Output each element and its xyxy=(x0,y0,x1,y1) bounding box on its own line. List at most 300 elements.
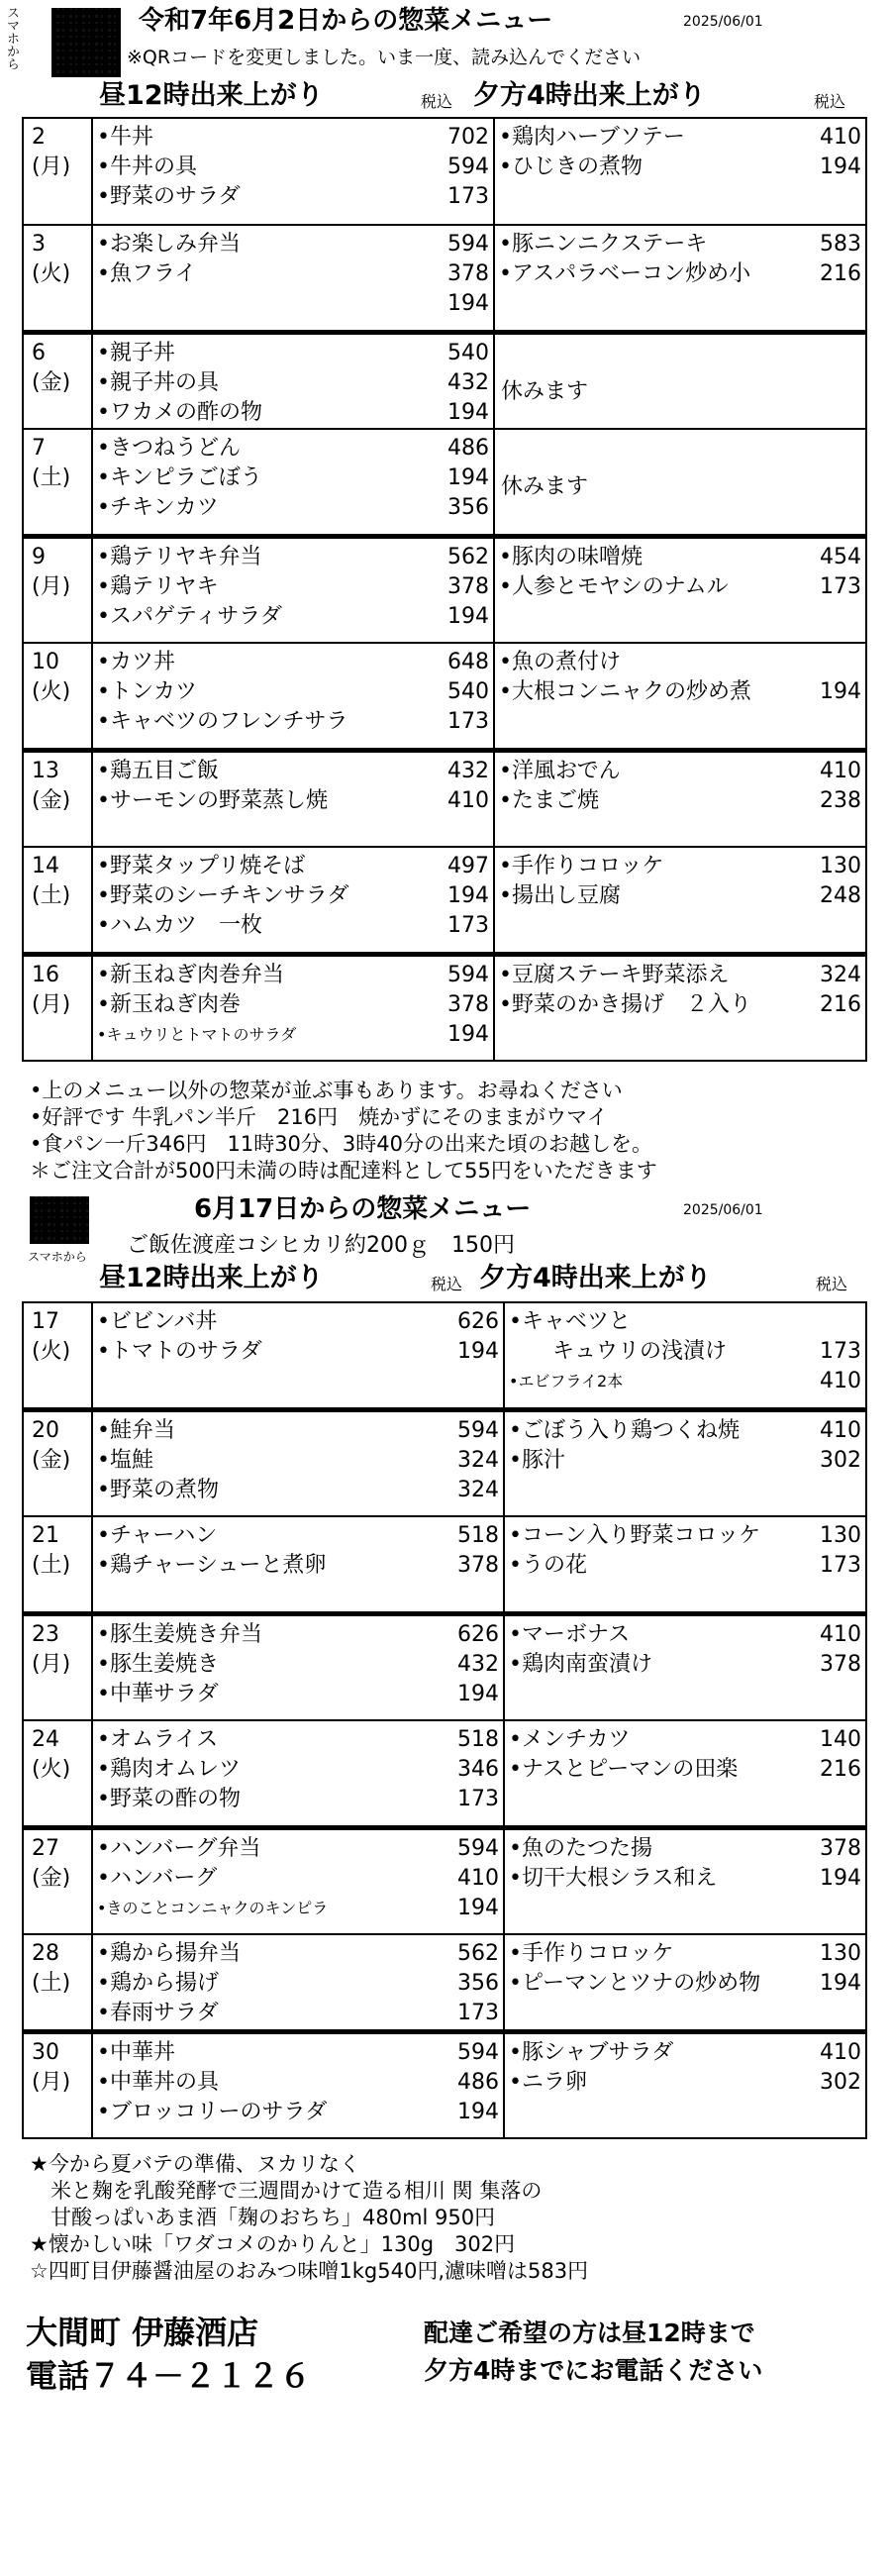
menu-item xyxy=(499,230,861,259)
day-row xyxy=(23,847,866,954)
item-name: •ハンバーグ xyxy=(97,1865,218,1891)
menu-item xyxy=(97,1864,499,1894)
item-price: 378 xyxy=(820,1835,861,1861)
dinner-cell xyxy=(494,429,866,536)
day-number: 7 xyxy=(32,436,46,461)
item-price: 194 xyxy=(820,155,861,179)
day-cell xyxy=(23,954,92,1061)
day-row xyxy=(23,429,866,536)
menu-item xyxy=(97,2068,499,2098)
day-cell xyxy=(23,1720,92,1827)
item-name: •新玉ねぎ肉巻弁当 xyxy=(97,962,284,987)
item-name: •鶏から揚げ xyxy=(97,1971,219,1996)
menu-item xyxy=(97,1337,499,1367)
menu-item xyxy=(97,1894,499,1923)
menu-item xyxy=(97,572,489,602)
day-row xyxy=(23,1720,866,1827)
menu-item xyxy=(97,2098,499,2127)
menu-item xyxy=(97,153,489,182)
item-price xyxy=(857,1307,861,1337)
item-name: •鶏から揚弁当 xyxy=(97,1941,241,1966)
page-title: 令和7年6月2日からの惣菜メニュー xyxy=(139,6,553,36)
item-price: 140 xyxy=(820,1727,861,1752)
item-price: 194 xyxy=(820,1865,861,1891)
dinner-cell xyxy=(504,2031,866,2138)
item-price: 702 xyxy=(447,125,489,150)
item-name: •キンピラごぼう xyxy=(97,465,262,490)
item-name: •塩鮭 xyxy=(97,1447,153,1473)
day-row xyxy=(23,1302,866,1409)
item-name: •チキンカツ xyxy=(97,495,219,520)
menu-item xyxy=(97,493,489,523)
day-cell xyxy=(23,1409,92,1516)
menu-item xyxy=(97,1834,499,1864)
footer-note: •上のメニュー以外の惣菜が並ぶ事もあります。お尋ねください xyxy=(30,1079,623,1102)
menu-item xyxy=(499,990,861,1020)
rice-note: ご飯佐渡産コシヒカリ約200ｇ 150円 xyxy=(127,1233,515,1258)
lunch-cell xyxy=(92,1613,504,1720)
day-number: 3 xyxy=(32,232,46,257)
day-of-week: (金) xyxy=(32,1447,71,1473)
menu-item xyxy=(509,1446,861,1476)
day-number: 23 xyxy=(32,1621,59,1647)
item-price: 356 xyxy=(447,495,489,520)
menu-item xyxy=(97,1416,499,1446)
menu-item xyxy=(97,1476,499,1505)
item-price: 410 xyxy=(447,787,489,813)
day-cell xyxy=(23,118,92,225)
item-price: 562 xyxy=(447,544,489,569)
item-name: •ブロッコリーのサラダ xyxy=(97,2099,328,2124)
day-cell xyxy=(23,847,92,954)
item-price: 194 xyxy=(447,465,489,490)
item-price: 194 xyxy=(457,1681,499,1706)
delivery-note: 夕方4時までにお電話ください xyxy=(424,2356,763,2385)
item-name: •ビビンバ丼 xyxy=(97,1309,218,1334)
item-price: 194 xyxy=(457,1895,499,1920)
day-row xyxy=(23,1409,866,1516)
item-price: 173 xyxy=(457,2001,499,2025)
item-name: •鶏テリヤキ弁当 xyxy=(97,544,262,569)
lunch-cell xyxy=(92,118,494,225)
item-name: •野菜のサラダ xyxy=(97,184,241,209)
item-name: •魚フライ xyxy=(97,261,197,286)
item-name: •豆腐ステーキ野菜添え xyxy=(499,962,730,987)
item-price: 216 xyxy=(820,261,861,286)
menu-item xyxy=(97,182,489,212)
menu-item xyxy=(97,602,489,632)
item-name: •手作りコロッケ xyxy=(509,1941,674,1966)
lunch-cell xyxy=(92,1409,504,1516)
menu-item xyxy=(97,434,489,464)
lunch-cell xyxy=(92,2031,504,2138)
day-cell xyxy=(23,2031,92,2138)
day-of-week: (土) xyxy=(32,883,71,908)
day-number: 2 xyxy=(32,125,46,150)
menu-item xyxy=(499,677,861,707)
item-name: •豚生姜焼き弁当 xyxy=(97,1621,262,1647)
lunch-cell xyxy=(92,1827,504,1934)
item-price: 486 xyxy=(457,2069,499,2095)
shop-name: 大間町 伊藤酒店 xyxy=(26,2314,259,2351)
day-row xyxy=(23,1613,866,1720)
item-name: •キャベツのフレンチサラ xyxy=(97,709,348,734)
item-name: •カツ丼 xyxy=(97,650,175,674)
item-price: 173 xyxy=(820,1553,861,1578)
item-name: •豚生姜焼き xyxy=(97,1651,219,1677)
menu-item xyxy=(499,153,861,182)
menu-item xyxy=(97,1755,499,1785)
item-price: 540 xyxy=(447,679,489,704)
item-name: •豚ニンニクステーキ xyxy=(499,232,708,257)
item-price: 194 xyxy=(447,399,489,425)
menu-item xyxy=(499,259,861,289)
item-name: •アスパラベーコン炒め小 xyxy=(499,261,751,286)
day-number: 24 xyxy=(32,1727,59,1752)
item-price: 238 xyxy=(820,787,861,813)
item-price: 432 xyxy=(457,1651,499,1677)
footer-note: 米と麹を乳酸発酵で三週間かけて造る相川 関 集落の xyxy=(30,2179,543,2203)
menu-item xyxy=(97,543,489,572)
item-price: 378 xyxy=(457,1553,499,1578)
issue-date: 2025/06/01 xyxy=(683,14,763,30)
menu-item xyxy=(97,1680,499,1709)
dinner-cell xyxy=(504,1516,866,1613)
day-number: 17 xyxy=(32,1309,59,1334)
menu-item xyxy=(499,757,861,786)
menu-item xyxy=(97,1020,489,1050)
menu-item xyxy=(509,1416,861,1446)
menu-item xyxy=(97,1446,499,1476)
day-row xyxy=(23,332,866,429)
item-price: 302 xyxy=(820,2069,861,2095)
day-of-week: (火) xyxy=(32,1339,71,1364)
menu-item xyxy=(97,757,489,786)
day-row xyxy=(23,118,866,225)
item-name: •野菜の酢の物 xyxy=(97,1787,241,1811)
day-number: 9 xyxy=(32,544,46,569)
menu-item xyxy=(509,1551,861,1581)
item-name: •お楽しみ弁当 xyxy=(97,232,241,257)
item-name: •新玉ねぎ肉巻 xyxy=(97,991,241,1017)
lunch-cell xyxy=(92,1720,504,1827)
item-name: •中華丼の具 xyxy=(97,2069,219,2095)
menu-item xyxy=(97,1999,499,2028)
lunch-cell xyxy=(92,536,494,643)
item-name: •サーモンの野菜蒸し焼 xyxy=(97,787,328,813)
qr-code xyxy=(30,1196,89,1244)
item-name: •揚出し豆腐 xyxy=(499,883,621,908)
item-name: •野菜のシーチキンサラダ xyxy=(97,883,349,908)
item-name: •コーン入り野菜コロッケ xyxy=(509,1523,761,1548)
day-of-week: (火) xyxy=(32,679,71,704)
menu-item xyxy=(97,123,489,153)
menu-item xyxy=(97,289,489,319)
lunch-cell xyxy=(92,954,494,1061)
menu-item xyxy=(97,1939,499,1969)
item-name: •スパゲティサラダ xyxy=(97,603,282,629)
item-name: キュウリの浅漬け xyxy=(509,1339,728,1364)
item-name: •豚肉の味噌焼 xyxy=(499,544,643,569)
item-price: 432 xyxy=(447,758,489,783)
dinner-cell xyxy=(504,1409,866,1516)
day-cell xyxy=(23,1613,92,1720)
item-name: •トンカツ xyxy=(97,679,197,704)
menu-item xyxy=(509,2038,861,2068)
menu-item xyxy=(97,911,489,941)
item-name: •きのことコンニャクのキンピラ xyxy=(97,1898,329,1917)
item-name: •鶏肉南蛮漬け xyxy=(509,1651,652,1677)
menu-item xyxy=(509,1521,861,1551)
item-price: 410 xyxy=(820,125,861,150)
item-name: •鶏チャーシューと煮卵 xyxy=(97,1553,327,1578)
item-price: 356 xyxy=(457,1971,499,1996)
item-price: 173 xyxy=(447,913,489,938)
item-price: 130 xyxy=(820,854,861,878)
page-title: 6月17日からの惣菜メニュー xyxy=(194,1194,532,1224)
item-name: •牛丼の具 xyxy=(97,155,197,179)
menu-item xyxy=(97,648,489,677)
menu-item xyxy=(97,1521,499,1551)
item-name: •ニラ卵 xyxy=(509,2069,587,2095)
item-name: •ひじきの煮物 xyxy=(499,155,643,179)
item-name: •トマトのサラダ xyxy=(97,1339,262,1364)
day-of-week: (火) xyxy=(32,261,71,286)
item-name: •野菜タップリ焼そば xyxy=(97,854,306,878)
item-name: •ごぼう入り鶏つくね焼 xyxy=(509,1417,740,1443)
item-name: •ピーマンとツナの炒め物 xyxy=(509,1971,761,1996)
menu-item xyxy=(509,1969,861,1999)
day-of-week: (月) xyxy=(32,2069,71,2095)
menu-item xyxy=(499,123,861,153)
menu-item xyxy=(97,339,489,368)
item-price: 594 xyxy=(457,1835,499,1861)
lunch-cell xyxy=(92,332,494,429)
item-price: 594 xyxy=(457,1417,499,1443)
item-price: 248 xyxy=(820,883,861,908)
item-price: 594 xyxy=(447,962,489,987)
item-name: •たまご焼 xyxy=(499,787,599,813)
item-price: 194 xyxy=(447,883,489,908)
menu-item xyxy=(509,1620,861,1650)
day-cell xyxy=(23,225,92,332)
item-price: 324 xyxy=(457,1477,499,1502)
item-price: 130 xyxy=(820,1523,861,1548)
item-price: 173 xyxy=(820,573,861,599)
footer-note: •好評です 牛乳パン半斤 216円 焼かずにそのままがウマイ xyxy=(30,1105,608,1129)
item-name: •豚汁 xyxy=(509,1447,565,1473)
closed-note: 休みます xyxy=(501,378,589,404)
item-price: 194 xyxy=(820,1971,861,1996)
item-price: 518 xyxy=(457,1727,499,1752)
closed-note: 休みます xyxy=(501,474,589,499)
tax-label: 税込 xyxy=(431,1275,463,1293)
day-number: 21 xyxy=(32,1523,59,1548)
item-name: •うの花 xyxy=(509,1553,587,1578)
item-name: •中華サラダ xyxy=(97,1681,219,1706)
item-price: 594 xyxy=(447,155,489,179)
menu-item xyxy=(97,1785,499,1814)
qr-label: スマホから xyxy=(28,1250,87,1264)
day-cell xyxy=(23,536,92,643)
item-name: •野菜の煮物 xyxy=(97,1477,219,1502)
tax-label: 税込 xyxy=(421,92,453,111)
menu-item xyxy=(509,1834,861,1864)
day-cell xyxy=(23,1516,92,1613)
item-name: •鶏五目ご飯 xyxy=(97,758,219,783)
item-price: 410 xyxy=(820,1369,861,1393)
menu-item xyxy=(97,1620,499,1650)
dinner-cell xyxy=(494,847,866,954)
day-row xyxy=(23,954,866,1061)
menu-item xyxy=(509,1864,861,1894)
item-name: •魚のたつた揚 xyxy=(509,1835,652,1861)
item-price: 583 xyxy=(820,232,861,257)
item-price: 626 xyxy=(457,1309,499,1334)
item-name: •きつねうどん xyxy=(97,436,241,461)
item-price: 410 xyxy=(820,1621,861,1647)
menu-item xyxy=(97,852,489,881)
item-price: 173 xyxy=(820,1339,861,1364)
delivery-note: 配達ご希望の方は昼12時まで xyxy=(424,2318,755,2347)
issue-date: 2025/06/01 xyxy=(683,1202,763,1218)
item-name: •鮭弁当 xyxy=(97,1417,175,1443)
item-name: •親子丼の具 xyxy=(97,369,219,395)
item-name: •ハムカツ 一枚 xyxy=(97,913,262,938)
item-price: 173 xyxy=(447,709,489,734)
item-name: •中華丼 xyxy=(97,2039,175,2065)
day-row xyxy=(23,2031,866,2138)
item-price: 194 xyxy=(447,291,489,316)
menu-item xyxy=(509,2068,861,2098)
item-price: 626 xyxy=(457,1621,499,1647)
day-row xyxy=(23,225,866,332)
menu-item xyxy=(499,961,861,990)
menu-item xyxy=(509,1367,861,1396)
item-name: •ハンバーグ弁当 xyxy=(97,1835,261,1861)
menu-item xyxy=(97,707,489,737)
menu-item xyxy=(97,1551,499,1581)
day-cell xyxy=(23,1827,92,1934)
menu-item xyxy=(509,1650,861,1680)
day-number: 27 xyxy=(32,1835,59,1861)
item-price: 173 xyxy=(447,184,489,209)
menu-table xyxy=(22,117,867,1062)
dinner-cell xyxy=(494,750,866,847)
item-price: 194 xyxy=(457,1339,499,1364)
item-name: •豚シャブサラダ xyxy=(509,2039,674,2065)
day-of-week: (月) xyxy=(32,1651,71,1677)
item-price: 346 xyxy=(457,1757,499,1782)
dinner-header: 夕方4時出来上がり xyxy=(479,1263,712,1293)
day-number: 20 xyxy=(32,1417,59,1443)
lunch-cell xyxy=(92,429,494,536)
day-cell xyxy=(23,429,92,536)
item-price: 302 xyxy=(820,1447,861,1473)
item-price: 410 xyxy=(820,1417,861,1443)
lunch-header: 昼12時出来上がり xyxy=(99,80,324,111)
menu-item xyxy=(97,230,489,259)
day-of-week: (火) xyxy=(32,1757,71,1782)
item-name: •チャーハン xyxy=(97,1523,218,1548)
qr-notice: ※QRコードを変更しました。いま一度、読み込んでください xyxy=(127,47,642,68)
menu-item xyxy=(97,677,489,707)
item-price: 378 xyxy=(447,573,489,599)
item-price: 410 xyxy=(820,758,861,783)
menu-item xyxy=(499,648,861,677)
item-price: 432 xyxy=(447,369,489,395)
day-row xyxy=(23,750,866,847)
menu-item xyxy=(97,398,489,428)
menu-item xyxy=(97,1725,499,1755)
item-price: 194 xyxy=(447,1021,489,1047)
item-price: 194 xyxy=(820,679,861,704)
day-of-week: (月) xyxy=(32,991,71,1017)
menu-item xyxy=(97,961,489,990)
day-cell xyxy=(23,332,92,429)
menu-item xyxy=(97,881,489,911)
item-name: •牛丼 xyxy=(97,125,153,150)
day-number: 13 xyxy=(32,758,59,783)
item-price: 194 xyxy=(447,603,489,629)
menu-item xyxy=(97,1969,499,1999)
day-row xyxy=(23,643,866,750)
day-cell xyxy=(23,1934,92,2031)
menu-item xyxy=(97,464,489,493)
item-name: •切干大根シラス和え xyxy=(509,1865,718,1891)
item-price xyxy=(857,648,861,677)
day-of-week: (金) xyxy=(32,369,71,395)
menu-item xyxy=(97,1307,499,1337)
menu-item xyxy=(499,543,861,572)
menu-item xyxy=(499,572,861,602)
lunch-cell xyxy=(92,1302,504,1409)
day-of-week: (月) xyxy=(32,155,71,179)
item-price: 216 xyxy=(820,991,861,1017)
item-name: •手作りコロッケ xyxy=(499,854,664,878)
menu-item xyxy=(509,1939,861,1969)
item-price: 540 xyxy=(447,340,489,365)
day-of-week: (土) xyxy=(32,1971,71,1996)
item-name: •洋風おでん xyxy=(499,758,621,783)
day-number: 14 xyxy=(32,854,59,878)
item-name: •春雨サラダ xyxy=(97,2001,219,2025)
day-of-week: (月) xyxy=(32,573,71,599)
menu-item xyxy=(509,1337,861,1367)
menu-item xyxy=(97,990,489,1020)
item-name: •親子丼 xyxy=(97,340,175,365)
item-price: 648 xyxy=(447,650,489,674)
day-number: 10 xyxy=(32,650,59,674)
item-name: •メンチカツ xyxy=(509,1727,631,1752)
item-price: 497 xyxy=(447,854,489,878)
item-price: 324 xyxy=(820,962,861,987)
item-price: 562 xyxy=(457,1941,499,1966)
item-name: •マーボナス xyxy=(509,1621,631,1647)
lunch-cell xyxy=(92,225,494,332)
item-price: 378 xyxy=(820,1651,861,1677)
day-number: 6 xyxy=(32,340,46,365)
item-name: •鶏テリヤキ xyxy=(97,573,219,599)
footer-note: •食パン一斤346円 11時30分、3時40分の出来た頃のお越しを。 xyxy=(30,1132,652,1156)
item-name: •キュウリとトマトのサラダ xyxy=(97,1024,297,1044)
footer-note: ★懐かしい味「ワダコメのかりんと」130g 302円 xyxy=(30,2232,516,2256)
menu-table xyxy=(22,1301,867,2139)
item-price: 410 xyxy=(457,1865,499,1891)
item-name: •ナスとピーマンの田楽 xyxy=(509,1757,739,1782)
item-name: •鶏肉ハーブソテー xyxy=(499,125,685,150)
item-name: •人参とモヤシのナムル xyxy=(499,573,729,599)
